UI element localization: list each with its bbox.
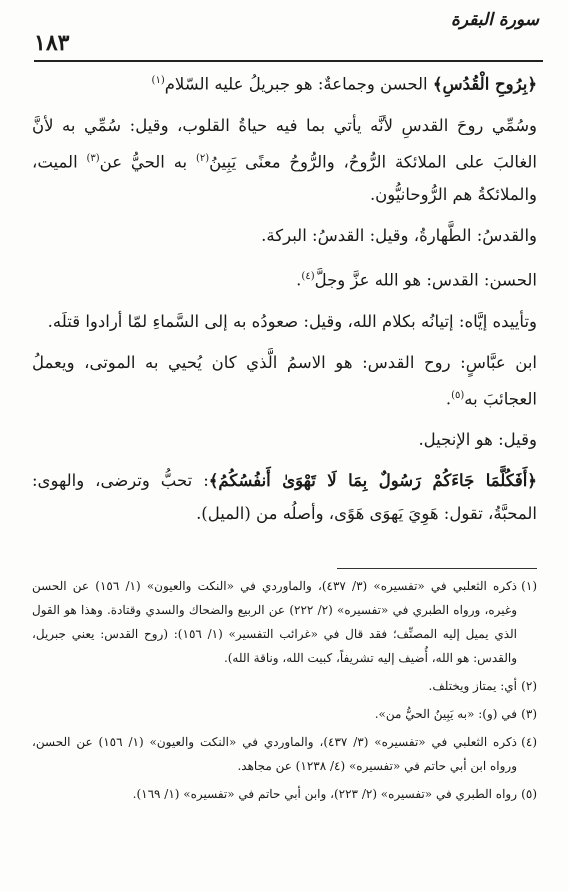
footnote-number: (٢) bbox=[521, 679, 537, 693]
paragraph bbox=[32, 64, 537, 101]
footnote-ref[interactable]: (٤) bbox=[301, 271, 315, 282]
quran-phrase: ﴿أَفَكُلَّمَا جَاءَكُمْ رَسُولٌ بِمَا لَا تَهْوَىٰ أَنفُسُكُمُ﴾ bbox=[208, 471, 537, 490]
footnote bbox=[32, 730, 537, 778]
paragraph-text: والقدسُ: الطَّهارةُ، وقيل: القدسُ: البركة. bbox=[261, 226, 537, 245]
quran-phrase: ﴿بِرُوحِ الْقُدُسِ﴾ bbox=[432, 74, 537, 94]
footnote-ref[interactable]: (٥) bbox=[451, 389, 465, 401]
footnotes bbox=[32, 574, 537, 806]
paragraph-text: وقيل: هو الإنجيل. bbox=[418, 430, 537, 449]
footnote-ref[interactable]: (٣) bbox=[86, 152, 100, 164]
paragraph bbox=[32, 260, 537, 297]
footnote-text: في (و): «به يَبِينُ الحيُّ من». bbox=[374, 707, 517, 721]
paragraph-text: وسُمِّي روحَ القدسِ لأنَّه يأتي بما فيه حياةُ القلوب، وقيل: سُمِّي به لأنَّ الغالبَ على الملائكة الرُّوحُ، والرُّوحُ معنًى يَبِينُ bbox=[32, 115, 537, 171]
footnote-number: (٤) bbox=[521, 735, 537, 749]
footnote-ref[interactable]: (٢) bbox=[195, 152, 210, 164]
page-header bbox=[34, 8, 539, 58]
footnote-number: (١) bbox=[521, 579, 537, 593]
footnote-text: رواه الطبري في «تفسيره» (٢/ ٢٢٣)، وابن أبي حاتم في «تفسيره» (١/ ١٦٩). bbox=[132, 787, 517, 801]
paragraph bbox=[32, 109, 537, 212]
footnote-number: (٣) bbox=[521, 707, 537, 721]
footnote-text: ذكره الثعلبي في «تفسيره» (٣/ ٤٣٧)، والماوردي في «النكت والعيون» (١/ ١٥٦) عن الحسن، ورواه ابن أبي حاتم في «تفسيره» (٤/ ١٢٣٨) عن مجاهد. bbox=[32, 735, 518, 773]
footnote-ref[interactable]: (١) bbox=[151, 75, 165, 86]
paragraph-text: الحسن وجماعةٌ: هو جبريلُ عليه السّلام bbox=[164, 74, 433, 94]
paragraph bbox=[32, 219, 537, 252]
footnote-text: أي: يمتاز ويختلف. bbox=[428, 679, 517, 693]
paragraph bbox=[32, 464, 537, 530]
paragraph-text: . bbox=[445, 389, 452, 408]
footnote-text: ذكره الثعلبي في «تفسيره» (٣/ ٤٣٧)، والماوردي في «النكت والعيون» (١/ ١٥٦) عن الحسن وغيره، ورواه الطبري في «تفسيره» (٢/ ٢٢٢) عن الربيع والضحاك والسدي وقتادة. وهذا هو القول الذي يميل إليه المصنِّف؛ فقد قال في «غرائب التفسير» (١/ ١٥٦): (روح القدس: يعني جبريل، والقدس: هو الله، أُضيف إليه تشريفاً، كبيت الله، وناقة الله). bbox=[32, 579, 518, 665]
footnote-number: (٥) bbox=[521, 787, 537, 801]
paragraph-text: الحسن: القدس: هو الله عزَّ وجلَّ bbox=[314, 270, 537, 290]
footnote bbox=[32, 674, 537, 698]
paragraph bbox=[32, 346, 537, 416]
paragraph bbox=[32, 305, 537, 338]
footnote bbox=[32, 574, 537, 670]
main-text bbox=[32, 64, 537, 530]
paragraph bbox=[32, 423, 537, 456]
footnote bbox=[32, 782, 537, 806]
paragraph-text: : تحبُّ وترضى، والهوى: المحبَّةُ، تقول: هَوِيَ يَهوَى هَوًى، وأصلُه من (الميل). bbox=[32, 471, 537, 523]
footnote bbox=[32, 702, 537, 726]
footnotes-divider bbox=[337, 568, 537, 569]
header-divider bbox=[34, 60, 543, 62]
paragraph-text: الميت، والملائكةُ هم الرُّوحانيُّون. bbox=[32, 152, 537, 204]
paragraph-text: وتأييده إيَّاه: إتيانُه بكلام الله، وقيل: صعودُه به إلى السَّماءِ لمّا أرادوا قتلَه. bbox=[47, 311, 537, 331]
paragraph-text: ابن عبَّاسٍ: روح القدس: هو الاسمُ الَّذي كان يُحيي به الموتى، ويعملُ العجائبَ به bbox=[32, 352, 537, 408]
paragraph-text: . bbox=[296, 270, 302, 290]
page-number: ١٨٣ bbox=[34, 30, 70, 56]
surah-title: سورة البقرة bbox=[451, 10, 539, 30]
paragraph-text: به الحيُّ عن bbox=[99, 152, 196, 171]
